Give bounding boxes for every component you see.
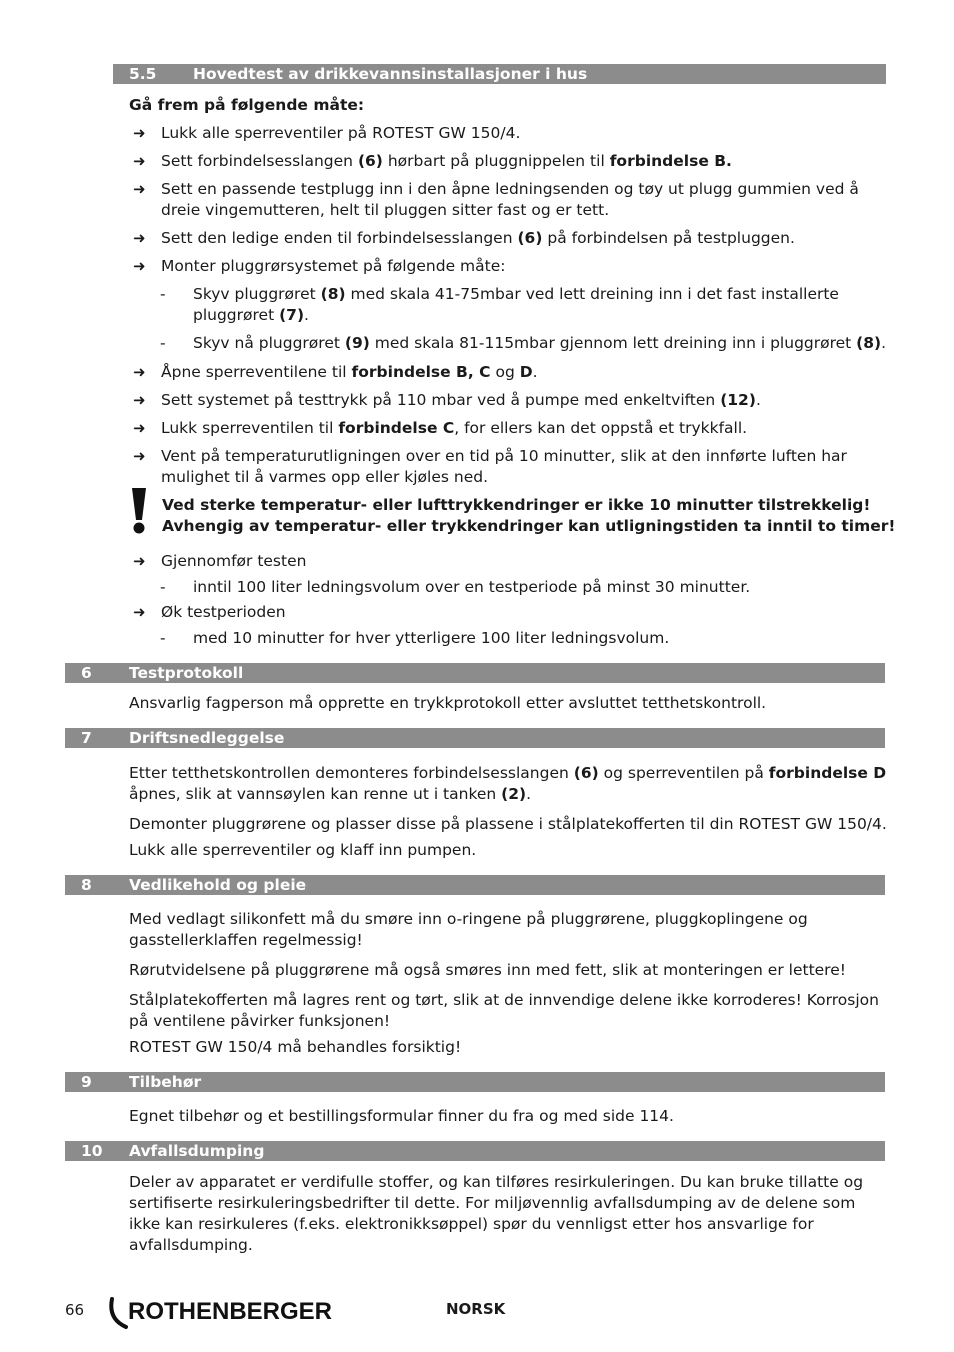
text-run: Skyv nå pluggrøret bbox=[193, 334, 345, 352]
procedure-step bbox=[133, 551, 893, 572]
text-run: . bbox=[881, 334, 887, 352]
sub-step-text bbox=[193, 628, 895, 649]
section-9-header bbox=[65, 1072, 885, 1092]
text-run: hørbart på pluggnippelen til bbox=[382, 152, 610, 170]
text-run: med 10 minutter for hver ytterligere 100 liter ledningsvolum. bbox=[193, 629, 670, 647]
text-run: . bbox=[526, 785, 532, 803]
text-run: Gjennomfør testen bbox=[161, 552, 307, 570]
dash-bullet: - bbox=[160, 629, 166, 647]
step-text bbox=[161, 179, 893, 221]
text-run: med skala 41-75mbar ved lett dreining inn i det fast installerte pluggrøret bbox=[193, 285, 839, 324]
section-7-header bbox=[65, 728, 885, 748]
procedure-step bbox=[133, 418, 893, 439]
procedure-step bbox=[133, 446, 893, 488]
text-run: Sett forbindelsesslangen bbox=[161, 152, 358, 170]
bold-text: (7) bbox=[279, 306, 305, 324]
bold-text: (8) bbox=[856, 334, 882, 352]
procedure-step bbox=[133, 179, 893, 221]
section-title: Tilbehør bbox=[129, 1073, 202, 1091]
bold-text: (12) bbox=[720, 391, 756, 409]
sub-step-text bbox=[193, 284, 895, 326]
dash-bullet: - bbox=[160, 334, 166, 352]
warning-text bbox=[162, 495, 902, 537]
procedure-step bbox=[133, 362, 893, 383]
procedure-step bbox=[133, 390, 893, 411]
text-run: og sperreventilen på bbox=[598, 764, 769, 782]
dash-bullet: - bbox=[160, 578, 166, 596]
section-8-paragraph: Med vedlagt silikonfett må du smøre inn o-ringene på pluggrørene, pluggkoplingene og gasstellerklaffen regelmessig! bbox=[129, 910, 808, 949]
bold-text: (2) bbox=[501, 785, 527, 803]
step-text bbox=[161, 446, 893, 488]
text-run: . bbox=[532, 363, 538, 381]
text-run: på forbindelsen på testpluggen. bbox=[542, 229, 795, 247]
section-number: 8 bbox=[81, 876, 92, 894]
section-title: Avfallsdumping bbox=[129, 1142, 265, 1160]
sub-step-text bbox=[193, 333, 895, 354]
step-text bbox=[161, 151, 893, 172]
text-run: Sett den ledige enden til forbindelsesslangen bbox=[161, 229, 518, 247]
text-run: med skala 81-115mbar gjennom lett dreining inn i pluggrøret bbox=[369, 334, 857, 352]
section-10-text: Deler av apparatet er verdifulle stoffer, og kan tilføres resirkuleringen. Du kan bruke tillatte og sertifiserte resirkuleringsbedrifter til dette. For miljøvennlig avfallsdumping av de delene som ikke kan resirkuleres (f.eks. elektronikksøppel) spør du vennligst etter hos ansvarlige for avfallsdumping. bbox=[129, 1173, 864, 1254]
right-arrow-icon: ➜ bbox=[133, 391, 146, 409]
right-arrow-icon: ➜ bbox=[133, 363, 146, 381]
text-run: Vent på temperaturutligningen over en tid på 10 minutter, slik at den innførte luften har mulighet til å varmes opp eller kjøles ned. bbox=[161, 447, 847, 486]
brand-name: ROTHENBERGER bbox=[128, 1298, 333, 1325]
step-text bbox=[161, 123, 893, 144]
section-number: 10 bbox=[81, 1142, 103, 1160]
right-arrow-icon: ➜ bbox=[133, 552, 146, 570]
rothenberger-logo bbox=[106, 1295, 356, 1331]
section-5-5-header bbox=[113, 64, 886, 84]
exclamation-icon bbox=[128, 488, 150, 534]
sub-step bbox=[160, 284, 895, 326]
language-label: NORSK bbox=[446, 1300, 506, 1318]
text-run: Etter tetthetskontrollen demonteres forbindelsesslangen bbox=[129, 764, 574, 782]
sub-step bbox=[160, 333, 895, 354]
section-6-header bbox=[65, 663, 885, 683]
bold-text: (8) bbox=[320, 285, 346, 303]
text-run: åpnes, slik at vannsøylen kan renne ut i tanken bbox=[129, 785, 502, 803]
section-title: Hovedtest av drikkevannsinstallasjoner i hus bbox=[193, 65, 588, 83]
step-text bbox=[161, 390, 893, 411]
bold-text: forbindelse B, C bbox=[351, 363, 491, 381]
section-number: 5.5 bbox=[129, 65, 157, 83]
text-run: Sett en passende testplugg inn i den åpne ledningsenden og tøy ut plugg gummien ved å dreie vingemutteren, helt til pluggen sitter fast og er tett. bbox=[161, 180, 859, 219]
text-run: Monter pluggrørsystemet på følgende måte: bbox=[161, 257, 506, 275]
section-title: Testprotokoll bbox=[129, 664, 244, 682]
section-10-header bbox=[65, 1141, 885, 1161]
bold-text: forbindelse B. bbox=[609, 152, 732, 170]
section-8-paragraph: Stålplatekofferten må lagres rent og tørt, slik at de innvendige delene ikke korroderes! Korrosjon på ventilene påvirker funksjonen! bbox=[129, 991, 879, 1030]
procedure-step bbox=[133, 123, 893, 144]
bold-text: (6) bbox=[357, 152, 383, 170]
section-7-paragraph: Demonter pluggrørene og plasser disse på plassene i stålplatekofferten til din ROTEST GW 150/4. bbox=[129, 815, 887, 833]
right-arrow-icon: ➜ bbox=[133, 124, 146, 142]
step-text bbox=[161, 228, 893, 249]
procedure-step bbox=[133, 228, 893, 249]
step-text bbox=[161, 602, 893, 623]
section-number: 6 bbox=[81, 664, 92, 682]
right-arrow-icon: ➜ bbox=[133, 603, 146, 621]
section-7-paragraph bbox=[129, 763, 889, 805]
procedure-step bbox=[133, 602, 893, 623]
text-run: inntil 100 liter ledningsvolum over en testperiode på minst 30 minutter. bbox=[193, 578, 751, 596]
section-7-paragraph: Lukk alle sperreventiler og klaff inn pumpen. bbox=[129, 841, 477, 859]
right-arrow-icon: ➜ bbox=[133, 419, 146, 437]
section-8-header bbox=[65, 875, 885, 895]
bold-text: (6) bbox=[573, 764, 599, 782]
text-run: Lukk alle sperreventiler på ROTEST GW 150/4. bbox=[161, 124, 521, 142]
section-number: 9 bbox=[81, 1073, 92, 1091]
section-9-text: Egnet tilbehør og et bestillingsformular finner du fra og med side 114. bbox=[129, 1107, 674, 1125]
step-text bbox=[161, 256, 893, 277]
text-run: Sett systemet på testtrykk på 110 mbar ved å pumpe med enkeltviften bbox=[161, 391, 721, 409]
section-title: Driftsnedleggelse bbox=[129, 729, 285, 747]
bold-text: forbindelse C bbox=[338, 419, 455, 437]
section-6-text: Ansvarlig fagperson må opprette en trykkprotokoll etter avsluttet tetthetskontroll. bbox=[129, 694, 767, 712]
section-number: 7 bbox=[81, 729, 92, 747]
text-run: Skyv pluggrøret bbox=[193, 285, 321, 303]
text-run: Lukk sperreventilen til bbox=[161, 419, 339, 437]
page-number: 66 bbox=[65, 1301, 85, 1319]
bold-text: (9) bbox=[344, 334, 370, 352]
text-run: , for ellers kan det oppstå et trykkfall. bbox=[454, 419, 748, 437]
sub-step bbox=[160, 577, 895, 598]
text-run: og bbox=[490, 363, 520, 381]
bold-text: D bbox=[519, 363, 533, 381]
bold-text: (6) bbox=[517, 229, 543, 247]
section-8-paragraph: ROTEST GW 150/4 må behandles forsiktig! bbox=[129, 1038, 462, 1056]
dash-bullet: - bbox=[160, 285, 166, 303]
text-run: . bbox=[755, 391, 761, 409]
sub-step bbox=[160, 628, 895, 649]
text-run: Øk testperioden bbox=[161, 603, 286, 621]
right-arrow-icon: ➜ bbox=[133, 152, 146, 170]
bold-text: forbindelse D bbox=[768, 764, 887, 782]
right-arrow-icon: ➜ bbox=[133, 229, 146, 247]
procedure-step bbox=[133, 256, 893, 277]
text-run: Åpne sperreventilene til bbox=[161, 363, 352, 381]
section-title: Vedlikehold og pleie bbox=[129, 876, 307, 894]
procedure-lead: Gå frem på følgende måte: bbox=[129, 96, 365, 114]
procedure-step bbox=[133, 151, 893, 172]
right-arrow-icon: ➜ bbox=[133, 257, 146, 275]
step-text bbox=[161, 551, 893, 572]
right-arrow-icon: ➜ bbox=[133, 447, 146, 465]
warning-line: Ved sterke temperatur- eller lufttrykkendringer er ikke 10 minutter tilstrekkelig! bbox=[162, 496, 871, 514]
right-arrow-icon: ➜ bbox=[133, 180, 146, 198]
text-run: . bbox=[304, 306, 309, 324]
sub-step-text bbox=[193, 577, 895, 598]
warning-line: Avhengig av temperatur- eller trykkendringer kan utligningstiden ta inntil to timer! bbox=[162, 517, 896, 535]
step-text bbox=[161, 362, 893, 383]
section-8-paragraph: Rørutvidelsene på pluggrørene må også smøres inn med fett, slik at monteringen er lettere! bbox=[129, 961, 846, 979]
step-text bbox=[161, 418, 893, 439]
